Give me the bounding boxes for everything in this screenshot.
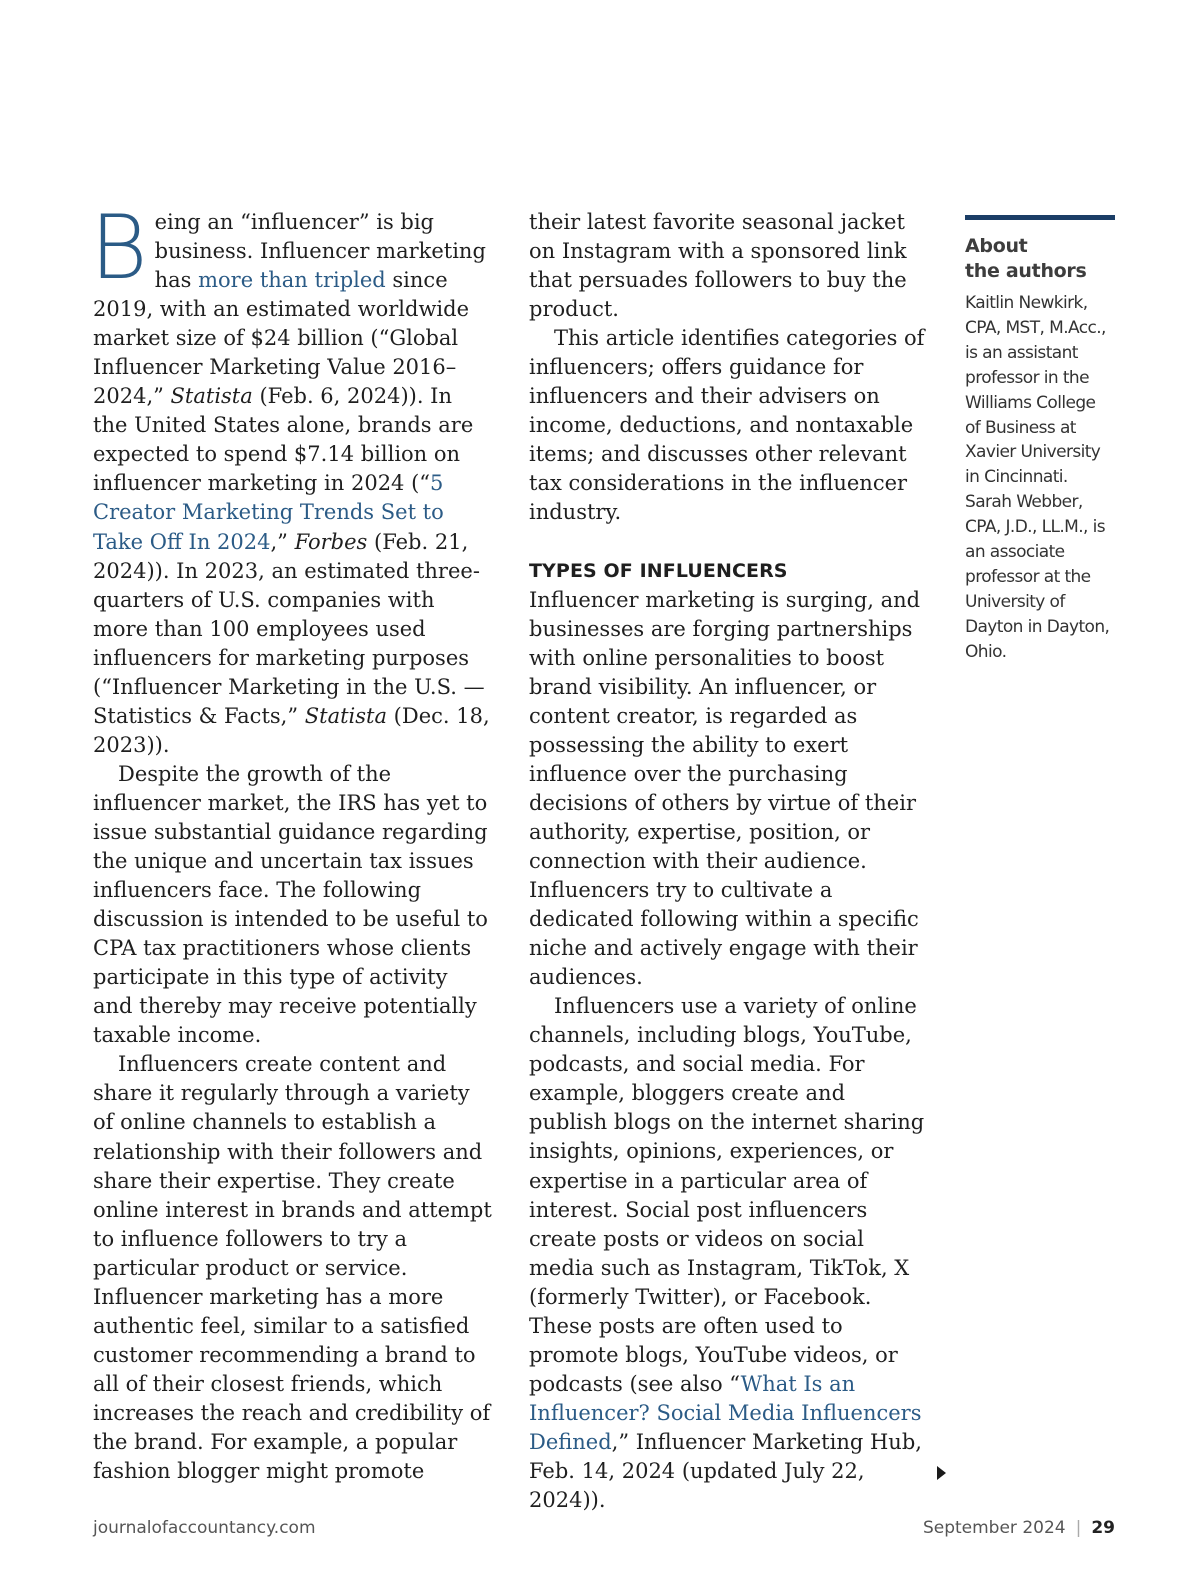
intro-paragraph (90, 196, 493, 760)
page-number: 29 (1091, 1518, 1115, 1538)
sidebar-title-line1: About (965, 235, 1028, 257)
intro-text-c: (Feb. 6, 2024)). In the United States alone, brands are expected to spend $7.14 billion on influencer marketing in 2024 (“ (93, 384, 474, 496)
paragraph-online-channels (529, 992, 929, 1515)
paragraph-influencer-definition: Influencer marketing is surging, and businesses are forging partnerships with online personalities to boost brand visibility. An influencer, or content creator, is regarded as possessing the ability to exert influence over the purchasing decisions of others by virtue of their authority, expertise, position, or connection with their audience. Influencers try to cultivate a dedicated following within a specific niche and actively engage with their audiences. (529, 587, 921, 990)
paragraph-article-scope: This article identifies categories of influencers; offers guidance for influencers and their advisers on income, deductions, and nontaxable items; and discusses other relevant tax considerations in the influencer industry. (529, 326, 925, 525)
article-column-left (90, 196, 493, 1486)
author-bios: Kaitlin Newkirk, CPA, MST, M.Acc., is an assistant professor in the Williams College of Business at Xavier University in Cincinnati. Sarah Webber, CPA, J.D., LL.M., is an associate professor at the University of Dayton in Dayton, Ohio. (965, 293, 1110, 662)
paragraph-influencers-create-content: Influencers create content and share it regularly through a variety of online channels to establish a relationship with their followers and share their expertise. They create online interest in brands and attempt to influence followers to try a particular product or service. Influencer marketing has a more authentic feel, similar to a satisfied customer recommending a brand to all of their closest friends, which increases the reach and credibility of the brand. For example, a popular fashion blogger might promote (93, 1052, 492, 1484)
intro-text-f: (Dec. 18, 2023)). (93, 703, 490, 757)
source-statista-2: Statista (304, 703, 387, 728)
footer-date: September 2024 (922, 1518, 1066, 1538)
intro-text-b: since 2019, with an estimated worldwide market size of $24 billion (“Global Influencer Marketing Value 2016–2024,” (93, 268, 470, 409)
link-creator-marketing-trends[interactable]: 5 Creator Marketing Trends Set to Take Off In 2024 (93, 471, 444, 554)
source-statista-1: Statista (170, 384, 253, 409)
source-forbes: Forbes (294, 529, 368, 554)
intro-text-a: eing an “influencer” is big business. Influencer marketing has (154, 210, 486, 293)
paragraph-continuation: their latest favorite seasonal jacket on Instagram with a sponsored link that persuades followers to buy the product. (529, 210, 907, 322)
sidebar-rule (965, 215, 1115, 220)
drop-cap: B (90, 196, 148, 299)
section-heading: TYPES OF INFLUENCERS (529, 559, 788, 582)
footer-website: journalofaccountancy.com (93, 1518, 316, 1538)
link-what-is-an-influencer[interactable]: What Is an Influencer? Social Media Influencers Defined (529, 1371, 922, 1454)
channels-text-b: ,” Influencer Marketing Hub, Feb. 14, 2024 (updated July 22, 2024)). (529, 1429, 922, 1513)
link-more-than-tripled[interactable]: more than tripled (198, 268, 386, 293)
channels-text-a: Influencers use a variety of online channels, including blogs, YouTube, podcasts, and social media. For example, bloggers create and publish blogs on the internet sharing insights, opinions, experiences, or expertise in a particular area of interest. Social post influencers create posts or videos on social media such as Instagram, TikTok, X (formerly Twitter), or Facebook. These posts are often used to promote blogs, YouTube videos, or podcasts (see also “ (529, 994, 925, 1396)
paragraph-irs-guidance: Despite the growth of the influencer market, the IRS has yet to issue substantial guidance regarding the unique and uncertain tax issues influencers face. The following discussion is intended to be useful to CPA tax practitioners whose clients participate in this type of activity and thereby may receive potentially taxable income. (93, 761, 488, 1048)
continue-arrow-icon (937, 1466, 946, 1480)
footer-separator: | (1075, 1518, 1082, 1538)
sidebar-title-line2: the authors (965, 260, 1087, 282)
intro-text-d: ,” (270, 529, 295, 554)
intro-text-e: (Feb. 21, 2024)). In 2023, an estimated three-quarters of U.S. companies with more than 100 employees used influencers for marketing purposes (“Influencer Marketing in the U.S. — Statistics & Facts,” (93, 529, 485, 728)
about-authors-sidebar (965, 215, 1115, 665)
footer-page-info (923, 1518, 1115, 1538)
article-column-right (529, 208, 929, 1515)
